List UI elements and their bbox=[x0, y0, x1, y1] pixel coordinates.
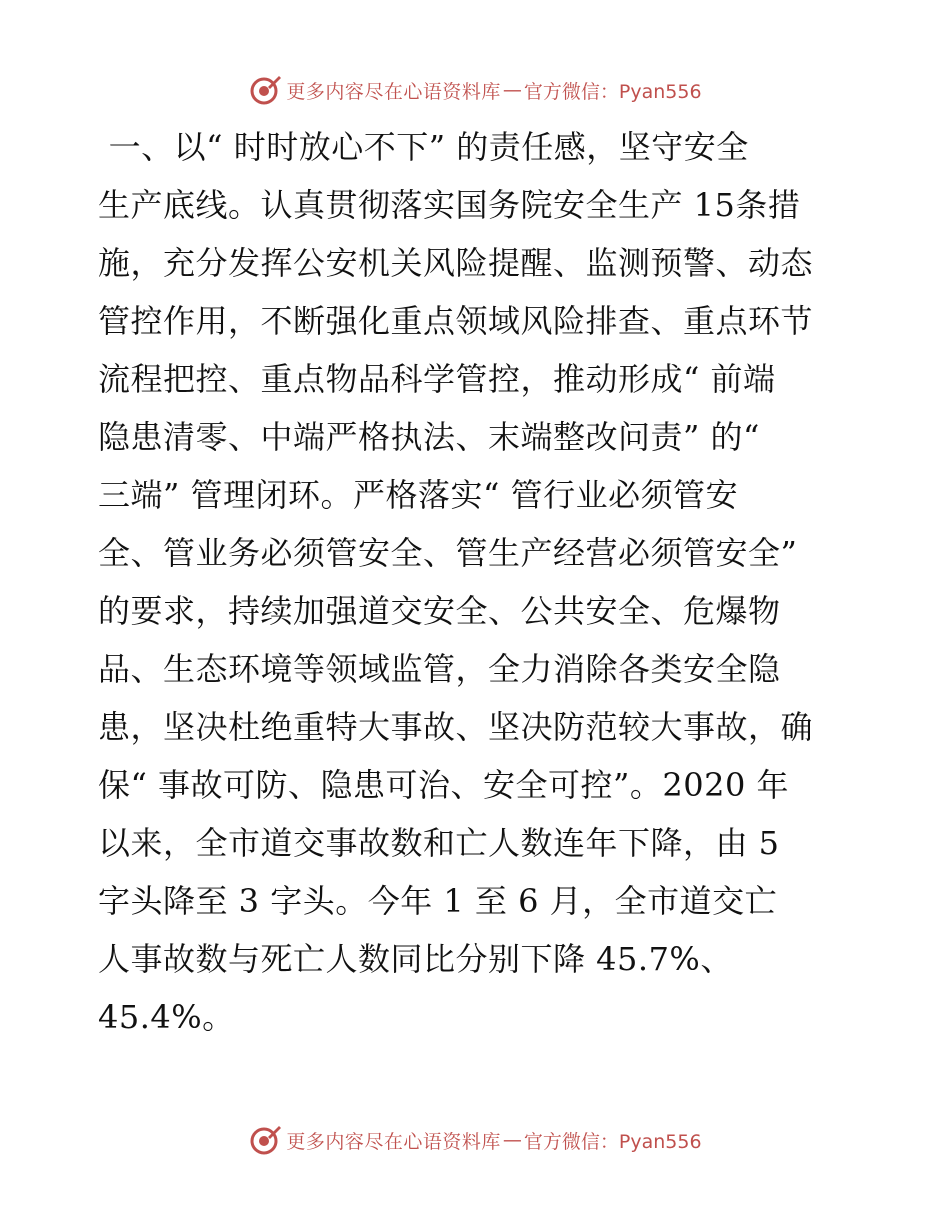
text-line: 患，坚决杜绝重特大事故、坚决防范较大事故，确 bbox=[98, 708, 814, 746]
text-line: 45.4%。 bbox=[98, 998, 235, 1036]
text-line: 品、生态环境等领域监管，全力消除各类安全隐 bbox=[98, 650, 781, 688]
document-body bbox=[98, 118, 858, 1046]
text-line: 生产底线。认真贯彻落实国务院安全生产 15条措 bbox=[98, 186, 801, 224]
text-line: 三端” 管理闭环。严格落实“ 管行业必须管安 bbox=[98, 476, 739, 514]
footer-banner-separator: — bbox=[502, 1129, 522, 1151]
footer-banner-wechat: 官方微信：Pyan556 bbox=[523, 1130, 702, 1153]
text-line: 保“ 事故可防、隐患可治、安全可控”。2020 年 bbox=[98, 766, 790, 804]
footer-banner-text: 更多内容尽在心语资料库 bbox=[286, 1130, 501, 1153]
text-line: 人事故数与死亡人数同比分别下降 45.7%、 bbox=[98, 940, 733, 978]
text-line: 隐患清零、中端严格执法、末端整改问责” 的“ bbox=[98, 418, 760, 456]
text-line: 一、以“ 时时放心不下” 的责任感，坚守安全 bbox=[98, 128, 749, 166]
header-banner-separator: — bbox=[502, 79, 522, 101]
header-banner bbox=[0, 70, 950, 110]
pen-logo-icon bbox=[248, 1123, 282, 1157]
text-line: 管控作用，不断强化重点领域风险排查、重点环节 bbox=[98, 302, 814, 340]
footer-banner bbox=[0, 1120, 950, 1160]
header-banner-wechat: 官方微信：Pyan556 bbox=[523, 80, 702, 103]
text-line: 全、管业务必须管安全、管生产经营必须管安全” bbox=[98, 534, 798, 572]
text-line: 施，充分发挥公安机关风险提醒、监测预警、动态 bbox=[98, 244, 814, 282]
text-line: 的要求，持续加强道交安全、公共安全、危爆物 bbox=[98, 592, 781, 630]
text-line: 字头降至 3 字头。今年 1 至 6 月，全市道交亡 bbox=[98, 882, 778, 920]
text-line: 流程把控、重点物品科学管控，推动形成“ 前端 bbox=[98, 360, 776, 398]
text-line: 以来，全市道交事故数和亡人数连年下降，由 5 bbox=[98, 824, 780, 862]
header-banner-text: 更多内容尽在心语资料库 bbox=[286, 80, 501, 103]
pen-logo-icon bbox=[248, 73, 282, 107]
